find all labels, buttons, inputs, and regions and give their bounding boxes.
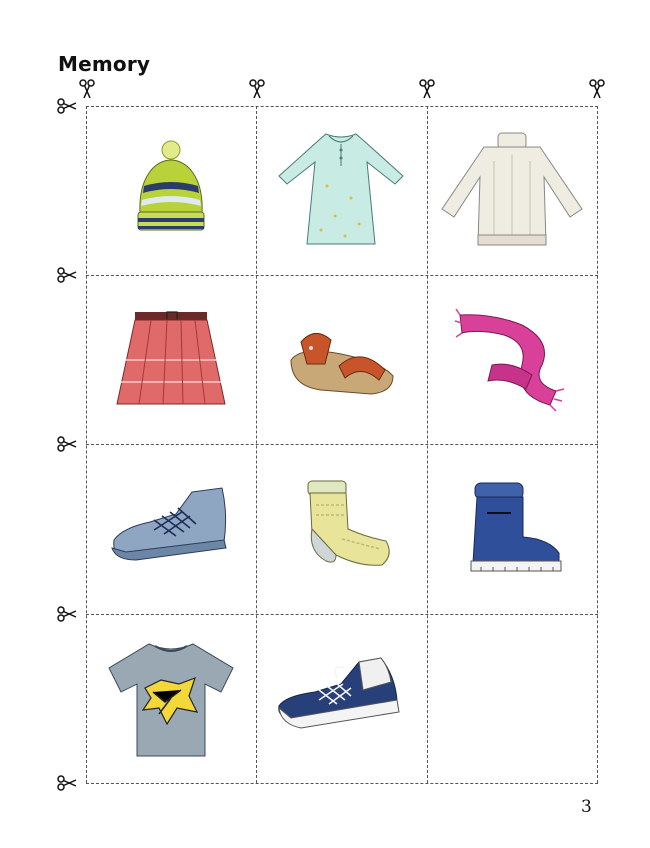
scissors-icon (246, 78, 268, 100)
beanie-hat-icon (126, 136, 216, 246)
scissors-icon (586, 78, 608, 100)
memory-card-sandal[interactable] (256, 275, 426, 445)
memory-card-boot[interactable] (427, 444, 597, 614)
memory-card-sock[interactable] (256, 444, 426, 614)
sock-icon (286, 479, 396, 579)
page-number: 3 (581, 797, 592, 817)
cut-line-vertical (597, 106, 598, 783)
memory-card-empty (427, 614, 597, 784)
scarf-icon (452, 305, 572, 415)
scissors-icon (56, 603, 78, 625)
lace-up-shoe-icon (106, 484, 236, 574)
plaid-skirt-icon (111, 308, 231, 413)
memory-card-hat[interactable] (86, 106, 256, 276)
scissors-icon (56, 95, 78, 117)
winter-boot-icon (457, 479, 567, 579)
scissors-icon (56, 264, 78, 286)
memory-card-shoe[interactable] (86, 444, 256, 614)
memory-card-sweater[interactable] (427, 106, 597, 276)
memory-card-scarf[interactable] (427, 275, 597, 445)
dress-icon (271, 126, 411, 256)
memory-card-skirt[interactable] (86, 275, 256, 445)
scissors-icon (56, 772, 78, 794)
t-shirt-icon (101, 634, 241, 764)
scissors-icon (76, 78, 98, 100)
scissors-icon (416, 78, 438, 100)
page-title: Memory (58, 52, 151, 76)
memory-card-sneaker[interactable] (256, 614, 426, 784)
sneaker-icon (271, 654, 411, 744)
knit-sweater-icon (432, 131, 592, 251)
scissors-icon (56, 433, 78, 455)
sandal-icon (281, 320, 401, 400)
memory-card-tshirt[interactable] (86, 614, 256, 784)
memory-card-dress[interactable] (256, 106, 426, 276)
